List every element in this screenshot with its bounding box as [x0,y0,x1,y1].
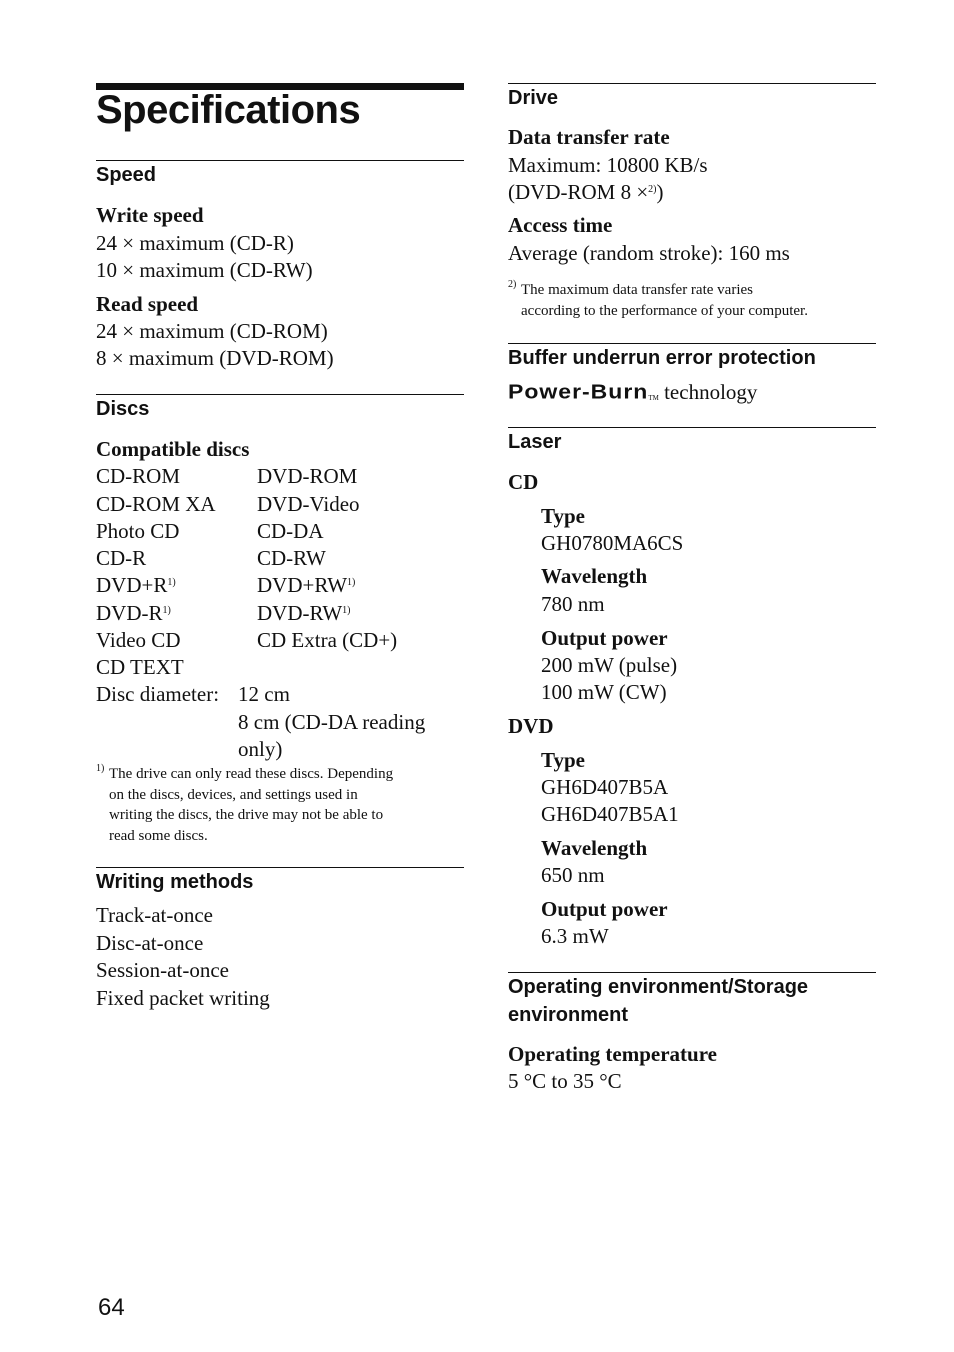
drive-footnote-mark: 2) [508,279,517,290]
disc-item: DVD-ROM [257,464,358,488]
write-speed-label: Write speed [96,203,204,227]
discs-footnote: The drive can only read these discs. Depending on the discs, devices, and settings used in writing the discs, the drive may not be able to read some discs. [109,766,394,844]
disc-diameter-label: Disc diameter: [96,682,220,706]
cd-label: CD [508,470,539,494]
transfer-rate-dvd: (DVD-ROM 8 ×$^{2)}$) [508,180,664,204]
disc-item: DVD-Video [257,492,360,516]
laser-rule [508,427,876,428]
discs-rule [96,394,464,395]
cd-type-label: Type [541,504,585,528]
dvd-wavelength-value: 650 nm [541,863,605,887]
writing-method: Track-at-once [96,903,214,927]
access-time-label: Access time [508,213,613,237]
write-speed-cdrw: 10 × maximum (CD-RW) [96,258,313,282]
drive-rule [508,83,876,84]
transfer-rate-max: Maximum: 10800 KB/s [508,153,708,177]
cd-wavelength-value: 780 nm [541,592,605,616]
environment-heading-2: environment [508,1004,629,1026]
discs-heading: Discs [96,398,150,420]
writing-heading: Writing methods [96,871,254,893]
power-burn-logo: Power-Burn [508,379,649,403]
trademark-mark: TM [648,394,659,402]
disc-item: DVD-$R^{1)}$ [96,601,171,625]
dvd-wavelength-label: Wavelength [541,836,648,860]
disc-item: DVD-RW$^{1)}$ [257,601,351,625]
drive-heading: Drive [508,87,559,109]
technology-text: technology [664,380,758,404]
disc-item: $DVD+RW^{1)}$ [257,573,356,597]
writing-method: Fixed packet writing [96,986,270,1010]
cd-wavelength-label: Wavelength [541,564,648,588]
drive-footnote: The maximum data transfer rate varies according to the performance of your computer. [521,282,808,319]
page-number: 64 [98,1294,125,1321]
cd-power-cw: 100 mW (CW) [541,680,667,704]
compatible-discs-label: Compatible discs [96,437,250,461]
dvd-label: DVD [508,714,554,738]
disc-item: Photo CD [96,519,180,543]
laser-heading: Laser [508,431,562,453]
read-speed-label: Read speed [96,292,199,316]
read-speed-cdrom: 24 × maximum (CD-ROM) [96,319,328,343]
power-burn-line [508,378,757,412]
disc-item: CD-ROM [96,464,181,488]
discs-footnote-mark: 1) [96,763,105,774]
disc-item: CD TEXT [96,655,184,679]
disc-item: CD Extra (CD+) [257,628,398,652]
operating-temp-value: 5 °C to 35 °C [508,1069,622,1093]
disc-item: CD-DA [257,519,324,543]
writing-method: Session-at-once [96,958,229,982]
access-time-value: Average (random stroke): 160 ms [508,241,790,265]
cd-power-pulse: 200 mW (pulse) [541,653,678,677]
dvd-type-value-1: GH6D407B5A [541,775,669,799]
disc-item: $DVD+R^{1)}$ [96,573,176,597]
buffer-heading: Buffer underrun error protection [508,347,816,369]
writing-method: Disc-at-once [96,931,204,955]
disc-diameter-12cm: 12 cm [238,682,290,706]
disc-diameter-8cm: 8 cm (CD-DA reading [238,710,426,734]
dvd-type-label: Type [541,748,585,772]
cd-power-label: Output power [541,626,668,650]
dvd-power-value: 6.3 mW [541,924,609,948]
disc-item: CD-ROM XA [96,492,216,516]
disc-item: Video CD [96,628,181,652]
transfer-rate-label: Data transfer rate [508,125,670,149]
read-speed-dvdrom: 8 × maximum (DVD-ROM) [96,346,334,370]
cd-type-value: GH0780MA6CS [541,531,684,555]
write-speed-cdr: 24 × maximum (CD-R) [96,231,294,255]
dvd-power-label: Output power [541,897,668,921]
disc-item: CD-R [96,546,147,570]
disc-item: CD-RW [257,546,326,570]
page-title: Specifications [96,88,361,132]
speed-heading: Speed [96,164,157,186]
disc-diameter-8cm-cont: only) [238,737,283,761]
environment-heading-1: Operating environment/Storage [508,976,809,998]
dvd-type-value-2: GH6D407B5A1 [541,802,679,826]
operating-temp-label: Operating temperature [508,1042,717,1066]
